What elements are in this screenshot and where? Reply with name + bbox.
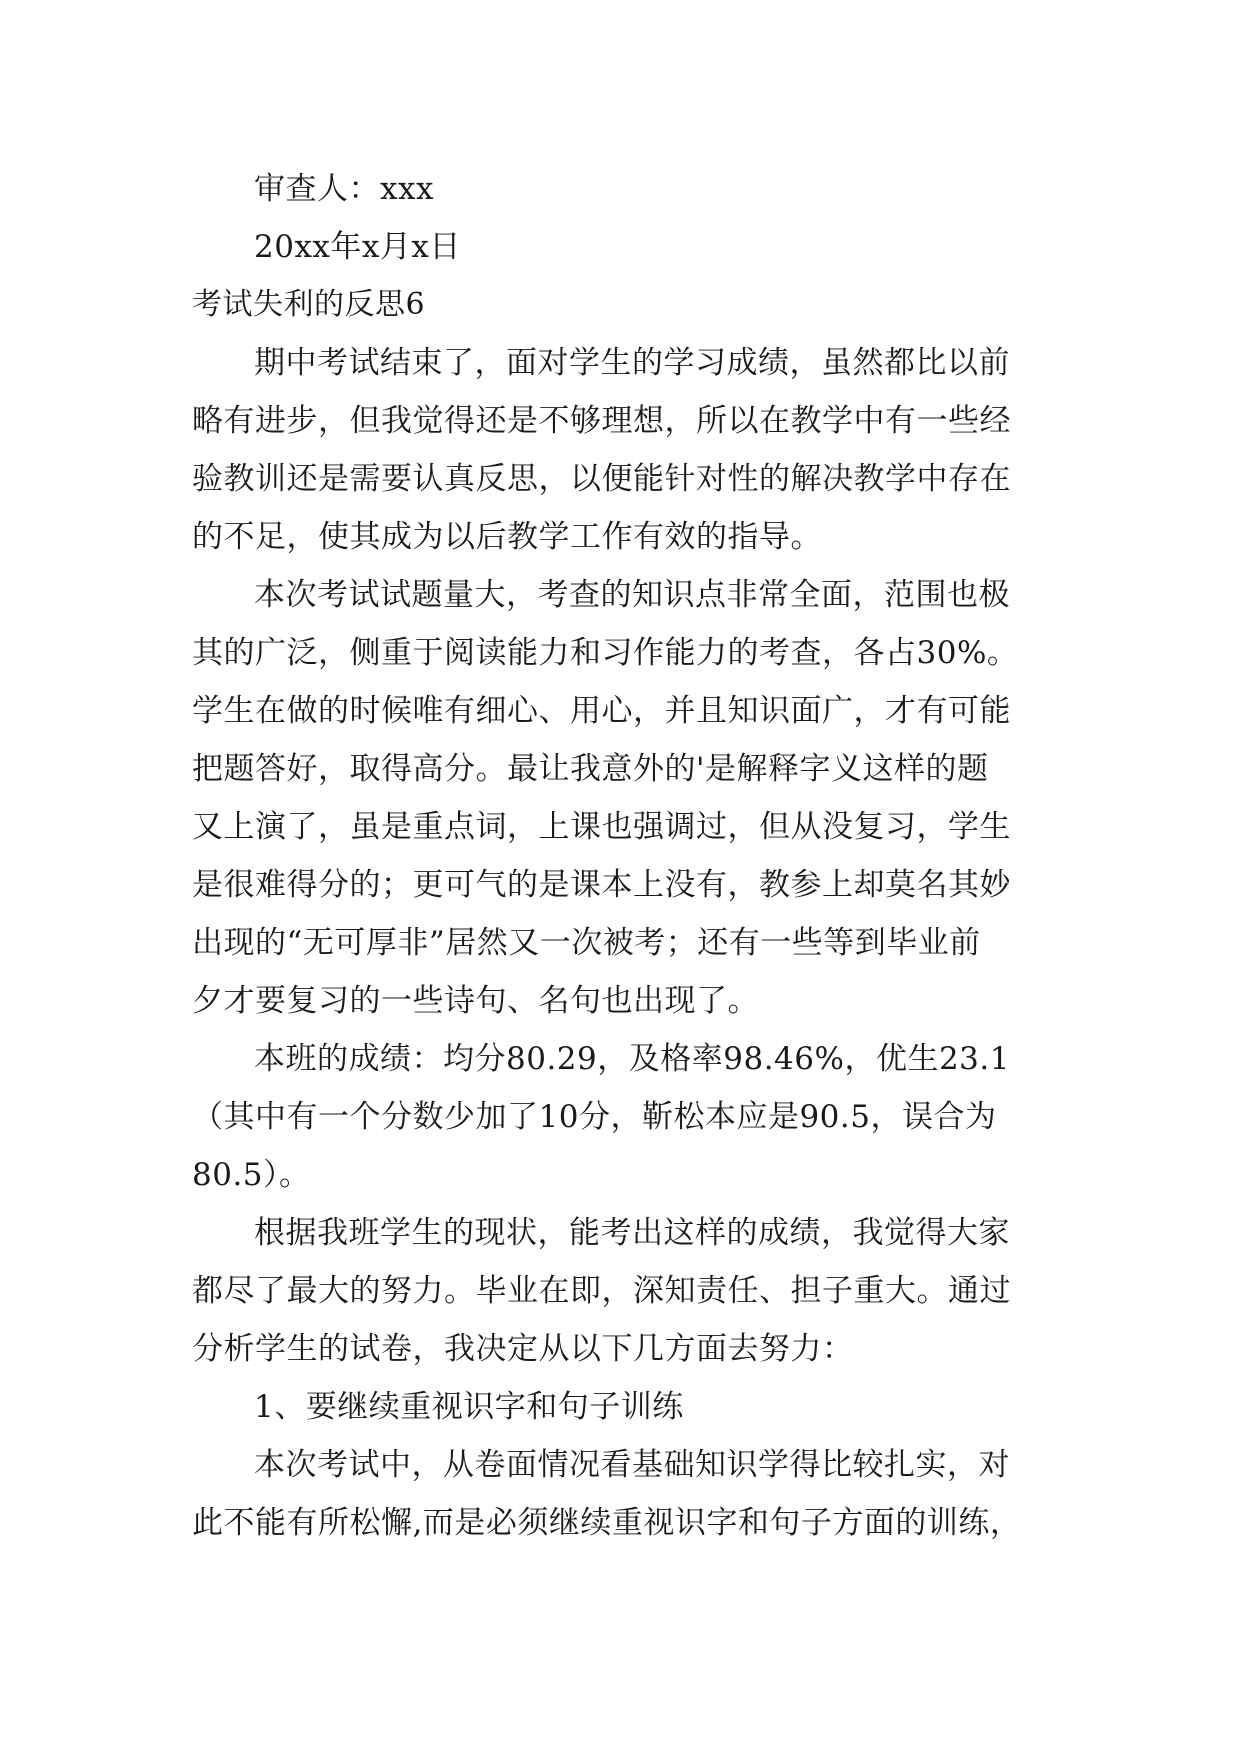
document-body <box>192 160 1062 1552</box>
reviewer-line: 审查人：xxx <box>254 171 434 207</box>
paragraph-2 <box>192 566 1062 1030</box>
paragraph-line: 又上演了，虽是重点词，上课也强调过，但从没复习，学生 <box>192 809 1011 845</box>
paragraph-line: 分析学生的试卷，我决定从以下几方面去努力： <box>192 1331 854 1367</box>
paragraph-line: 此不能有所松懈,而是必须继续重视识字和句子方面的训练， <box>192 1505 1022 1541</box>
paragraph-line: 期中考试结束了，面对学生的学习成绩，虽然都比以前 <box>254 345 1010 381</box>
list-item-heading: 1、要继续重视识字和句子训练 <box>254 1389 684 1425</box>
paragraph-line: 80.5）。 <box>192 1157 311 1193</box>
paragraph-line: 是很难得分的；更可气的是课本上没有，教参上却莫名其妙 <box>192 867 1011 903</box>
paragraph-line: 都尽了最大的努力。毕业在即，深知责任、担子重大。通过 <box>192 1273 1011 1309</box>
paragraph-line: （其中有一个分数少加了10分，靳松本应是90.5，误合为 <box>192 1099 997 1135</box>
paragraph-line: 把题答好，取得高分。最让我意外的'是解释字义这样的题 <box>192 751 989 787</box>
paragraph-line: 本次考试中，从卷面情况看基础知识学得比较扎实，对 <box>254 1447 1010 1483</box>
paragraph-4 <box>192 1204 1062 1378</box>
paragraph-line: 的不足，使其成为以后教学工作有效的指导。 <box>192 519 822 555</box>
paragraph-line: 出现的“无可厚非”居然又一次被考；还有一些等到毕业前 <box>192 925 981 961</box>
paragraph-3 <box>192 1030 1062 1204</box>
paragraph-line: 其的广泛，侧重于阅读能力和习作能力的考查，各占30%。 <box>192 635 1019 671</box>
paragraph-line: 本次考试试题量大，考查的知识点非常全面，范围也极 <box>254 577 1010 613</box>
section-title: 考试失利的反思6 <box>192 287 426 322</box>
paragraph-line: 验教训还是需要认真反思，以便能针对性的解决教学中存在 <box>192 461 1011 497</box>
paragraph-line: 学生在做的时候唯有细心、用心，并且知识面广，才有可能 <box>192 693 1011 729</box>
paragraph-line: 本班的成绩：均分80.29，及格率98.46%，优生23.1 <box>254 1041 1010 1077</box>
paragraph-5 <box>192 1436 1062 1552</box>
paragraph-line: 根据我班学生的现状，能考出这样的成绩，我觉得大家 <box>254 1215 1010 1251</box>
paragraph-1 <box>192 334 1062 566</box>
date-line: 20xx年x月x日 <box>254 229 461 265</box>
paragraph-line: 夕才要复习的一些诗句、名句也出现了。 <box>192 983 759 1019</box>
list-item-1 <box>192 1378 1062 1436</box>
paragraph-line: 略有进步，但我觉得还是不够理想，所以在教学中有一些经 <box>192 403 1011 439</box>
